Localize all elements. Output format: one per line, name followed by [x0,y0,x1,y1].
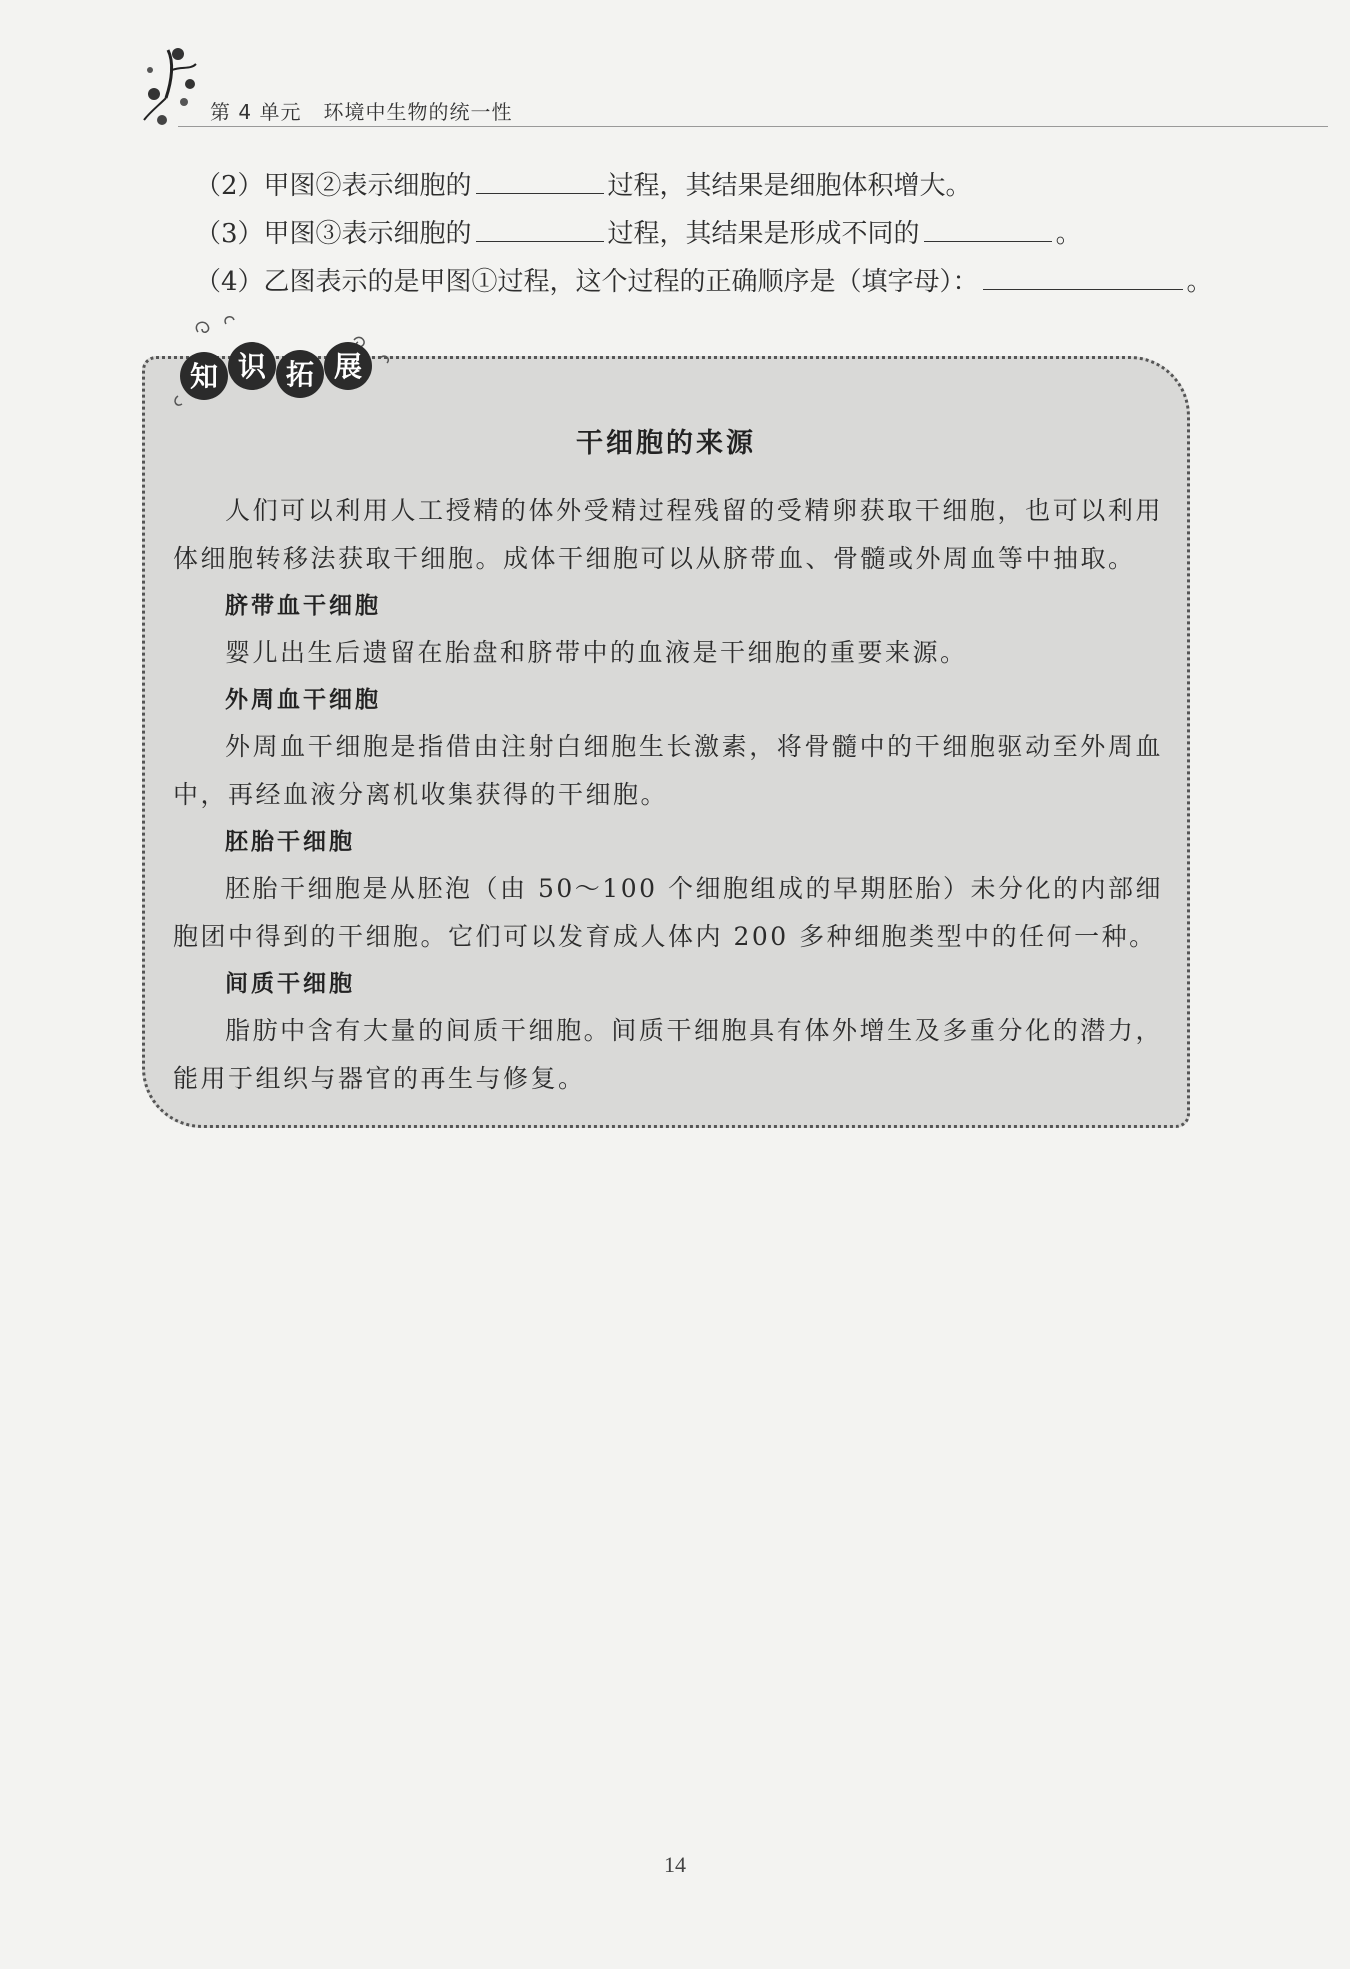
flower-ornament-icon [138,40,208,130]
badge-char: 拓 [285,358,315,391]
knowledge-body [173,487,1163,1103]
answer-blank[interactable] [924,211,1052,242]
question-3 [195,210,1245,258]
question-3-suffix: 。 [1055,219,1082,249]
section-text: 婴儿出生后遗留在胎盘和脐带中的血液是干细胞的重要来源。 [225,638,968,667]
header-divider [178,126,1328,127]
question-2-prefix: （2）甲图②表示细胞的 [195,171,472,201]
section-heading: 胚胎干细胞 [225,828,355,855]
question-2 [195,162,1245,210]
answer-blank[interactable] [476,211,604,242]
question-4 [195,258,1245,306]
section-text: 外周血干细胞是指借由注射白细胞生长激素，将骨髓中的干细胞驱动至外周血中，再经血液分离机收集获得的干细胞。 [173,732,1163,809]
question-3-middle: 过程，其结果是形成不同的 [607,219,920,249]
answer-blank[interactable] [476,163,604,194]
section-heading: 间质干细胞 [225,970,355,997]
knowledge-box [142,356,1190,1128]
question-4-prefix: （4）乙图表示的是甲图①过程，这个过程的正确顺序是（填字母）： [195,267,979,297]
knowledge-extension-badge [158,310,398,422]
knowledge-intro: 人们可以利用人工授精的体外受精过程残留的受精卵获取干细胞，也可以利用体细胞转移法获取干细胞。成体干细胞可以从脐带血、骨髓或外周血等中抽取。 [173,496,1163,573]
question-3-prefix: （3）甲图③表示细胞的 [195,219,472,249]
section-text: 胚胎干细胞是从胚泡（由 50～100 个细胞组成的早期胚胎）未分化的内部细胞团中得到的干细胞。它们可以发育成人体内 200 多种细胞类型中的任何一种。 [173,874,1163,951]
question-list [195,162,1245,306]
badge-char: 展 [333,350,363,383]
section-heading: 脐带血干细胞 [225,592,381,619]
badge-char: 知 [189,360,219,393]
page-header [138,40,1318,130]
badge-char: 识 [237,350,267,383]
page-number: 14 [664,1852,686,1877]
unit-title: 第 4 单元 环境中生物的统一性 [210,100,513,124]
question-2-suffix: 过程，其结果是细胞体积增大。 [607,171,972,201]
answer-blank[interactable] [983,259,1183,290]
section-text: 脂肪中含有大量的间质干细胞。间质干细胞具有体外增生及多重分化的潜力，能用于组织与器官的再生与修复。 [173,1016,1163,1093]
section-heading: 外周血干细胞 [225,686,381,713]
knowledge-title: 干细胞的来源 [576,428,756,459]
badge-graphic [158,310,398,422]
question-4-suffix: 。 [1186,267,1213,297]
